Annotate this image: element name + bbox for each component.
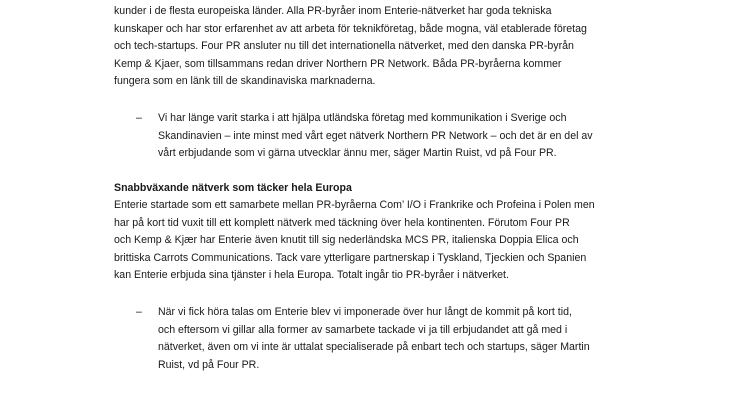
quote-line: Vi har länge varit starka i att hjälpa utländska företag med kommunikation i Sverige och [158,112,567,124]
section-heading: Snabbväxande nätverk som täcker hela Europa [114,182,352,194]
body-paragraph [114,197,654,285]
quote-line: Skandinavien – inte minst med vårt eget nätverk Northern PR Network – och det är en del av [158,129,593,142]
paragraph-line: kunskaper och har stor erfarenhet av att arbeta för teknikföretag, både mogna, väl etablerade företag [114,22,587,35]
quote-paragraph [158,304,658,374]
quote-paragraph [158,110,658,163]
quote-dash: – [136,112,142,124]
quote-line: vårt erbjudande som vi gärna utvecklar ännu mer, säger Martin Ruist, vd på Four PR. [158,147,557,160]
paragraph-line: och Kemp & Kjær har Enterie även knutit till sig nederländska MCS PR, italienska Doppia Elica och [114,234,579,247]
quote-line: När vi fick höra talas om Enterie blev vi imponerade över hur långt de kommit på kort tid, [158,306,572,318]
paragraph-line: har på kort tid vuxit till ett komplett nätverk med täckning över hela kontinenten. Förutom Four PR [114,216,570,229]
quote-line: och eftersom vi gillar alla former av samarbete tackade vi ja till erbjudandet att gå med i [158,323,568,336]
quote-line: Ruist, vd på Four PR. [158,358,260,371]
paragraph-line: Enterie startade som ett samarbete mellan PR-byråerna Com’ I/O i Frankrike och Profeina i Polen men [114,199,595,211]
quote-dash: – [136,306,142,318]
paragraph-line: Kemp & Kjaer, som tillsammans redan driver Northern PR Network. Båda PR-byråerna kommer [114,57,562,70]
paragraph-line: fungera som en länk till de skandinaviska marknaderna. [114,75,376,88]
paragraph-line: brittiska Carrots Communications. Tack vare ytterligare partnerskap i Tyskland, Tjeckien och Spanien [114,251,587,264]
paragraph-line: och tech-startups. Four PR ansluter nu till det internationella nätverket, med den danska PR-byrån [114,40,574,53]
intro-paragraph [114,3,654,91]
paragraph-line: kan Enterie erbjuda sina tjänster i hela Europa. Totalt ingår tio PR-byråer i nätverket. [114,269,509,282]
quote-line: nätverket, även om vi inte är uttalat specialiserade på enbart tech och startups, säger Martin [158,341,590,354]
paragraph-line: kunder i de flesta europeiska länder. Alla PR-byråer inom Enterie-nätverket har goda tekniska [114,5,552,17]
